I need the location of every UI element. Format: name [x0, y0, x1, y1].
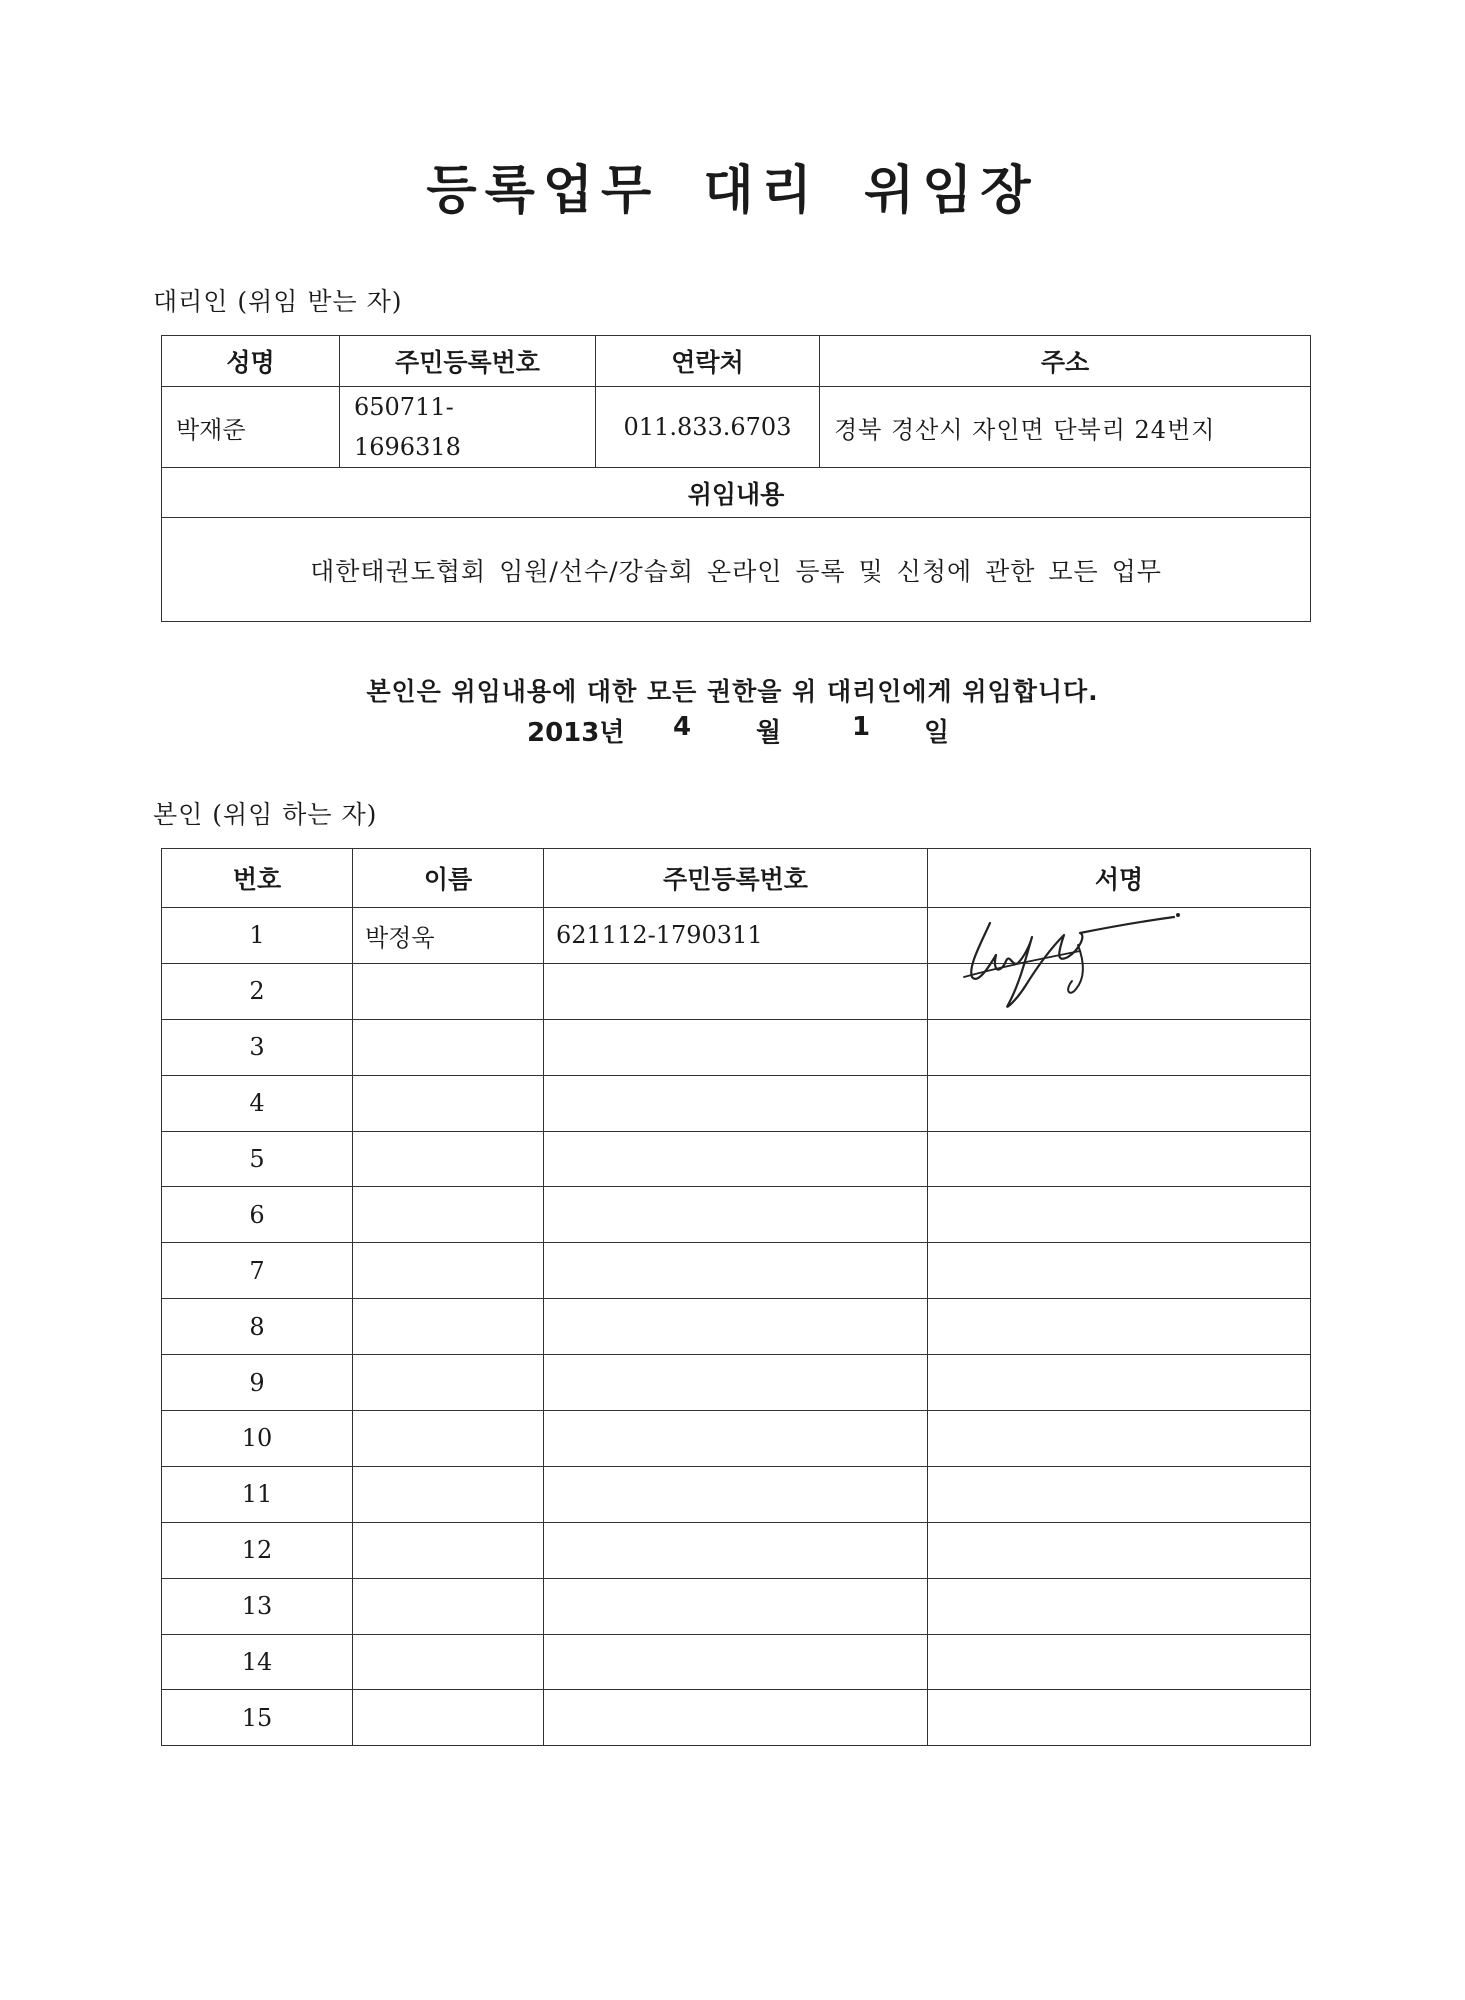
row-signature [928, 1522, 1311, 1578]
table-row [162, 1243, 1311, 1299]
row-signature [928, 1299, 1311, 1355]
row-number: 3 [162, 1019, 353, 1075]
row-resident-no [544, 1578, 928, 1634]
table-row [162, 1634, 1311, 1690]
row-resident-no [544, 1355, 928, 1411]
table-row [162, 1522, 1311, 1578]
row-number: 15 [162, 1690, 353, 1746]
row-name: 박정욱 [353, 908, 544, 964]
date-month: 4 [673, 712, 692, 742]
row-name [353, 1019, 544, 1075]
table-row [162, 1411, 1311, 1467]
header-resident-no: 주민등록번호 [544, 849, 928, 908]
row-number: 7 [162, 1243, 353, 1299]
row-name [353, 1411, 544, 1467]
date-month-unit: 월 [756, 718, 782, 748]
row-number: 13 [162, 1578, 353, 1634]
row-name [353, 1355, 544, 1411]
row-name [353, 1299, 544, 1355]
row-signature [928, 1411, 1311, 1467]
row-resident-no [544, 1187, 928, 1243]
header-name: 이름 [353, 849, 544, 908]
row-resident-no: 621112-1790311 [544, 908, 928, 964]
table-row [162, 1019, 1311, 1075]
row-name [353, 1690, 544, 1746]
row-signature [928, 1466, 1311, 1522]
row-number: 10 [162, 1411, 353, 1467]
date-year: 2013년 [527, 718, 625, 748]
table-row [162, 1131, 1311, 1187]
row-name [353, 1522, 544, 1578]
table-row [162, 1690, 1311, 1746]
table-row [162, 1466, 1311, 1522]
header-contact: 연락처 [596, 336, 820, 387]
row-signature [928, 1019, 1311, 1075]
document-title: 등록업무 대리 위임장 [426, 161, 1039, 221]
row-signature [928, 1355, 1311, 1411]
table-row [162, 1299, 1311, 1355]
row-number: 2 [162, 963, 353, 1019]
row-resident-no [544, 1075, 928, 1131]
row-number: 8 [162, 1299, 353, 1355]
row-name [353, 1131, 544, 1187]
header-address: 주소 [820, 336, 1311, 387]
row-number: 5 [162, 1131, 353, 1187]
agent-table [161, 335, 1311, 622]
row-signature [928, 1690, 1311, 1746]
header-signature: 서명 [928, 849, 1311, 908]
row-name [353, 1075, 544, 1131]
row-name [353, 1634, 544, 1690]
date-day: 1 [852, 712, 871, 742]
row-resident-no [544, 1690, 928, 1746]
mandate-header: 위임내용 [162, 468, 1311, 518]
row-resident-no [544, 1243, 928, 1299]
date-day-unit: 일 [924, 718, 950, 748]
agent-section-label: 대리인 (위임 받는 자) [153, 287, 403, 316]
mandate-text: 대한태권도협회 임원/선수/강습회 온라인 등록 및 신청에 관한 모든 업무 [162, 518, 1311, 622]
row-name [353, 1187, 544, 1243]
agent-address: 경북 경산시 자인면 단북리 24번지 [820, 387, 1311, 468]
header-number: 번호 [162, 849, 353, 908]
row-name [353, 1243, 544, 1299]
row-resident-no [544, 1466, 928, 1522]
agent-contact: 011.833.6703 [596, 387, 820, 468]
row-name [353, 963, 544, 1019]
row-signature [928, 1578, 1311, 1634]
row-name [353, 1578, 544, 1634]
header-resident-no: 주민등록번호 [340, 336, 596, 387]
agent-resident-no-line2: 1696318 [354, 433, 461, 461]
row-number: 6 [162, 1187, 353, 1243]
row-resident-no [544, 1522, 928, 1578]
delegation-statement: 본인은 위임내용에 대한 모든 권한을 위 대리인에게 위임합니다. [366, 677, 1099, 706]
row-signature [928, 1075, 1311, 1131]
agent-resident-no-line1: 650711- [354, 393, 454, 421]
row-signature [928, 1634, 1311, 1690]
header-name: 성명 [162, 336, 340, 387]
agent-resident-no [340, 387, 596, 468]
row-name [353, 1466, 544, 1522]
row-number: 12 [162, 1522, 353, 1578]
principal-section-label: 본인 (위임 하는 자) [153, 800, 378, 829]
row-number: 1 [162, 908, 353, 964]
table-row [162, 1355, 1311, 1411]
row-resident-no [544, 1634, 928, 1690]
table-row [162, 1075, 1311, 1131]
row-signature [928, 1243, 1311, 1299]
row-number: 9 [162, 1355, 353, 1411]
row-resident-no [544, 963, 928, 1019]
row-signature [928, 1187, 1311, 1243]
signature-image [960, 905, 1190, 1015]
table-row [162, 1578, 1311, 1634]
table-row [162, 1187, 1311, 1243]
row-number: 14 [162, 1634, 353, 1690]
row-number: 11 [162, 1466, 353, 1522]
row-resident-no [544, 1019, 928, 1075]
row-resident-no [544, 1131, 928, 1187]
row-resident-no [544, 1299, 928, 1355]
agent-name: 박재준 [162, 387, 340, 468]
row-number: 4 [162, 1075, 353, 1131]
row-resident-no [544, 1411, 928, 1467]
row-signature [928, 1131, 1311, 1187]
